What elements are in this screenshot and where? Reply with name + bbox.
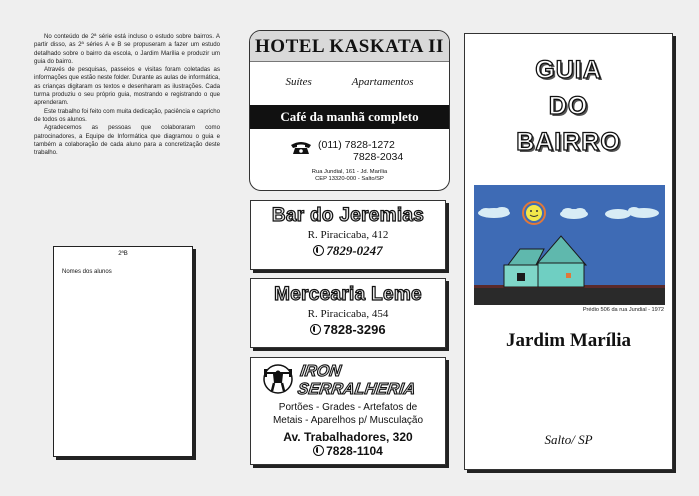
hotel-ad xyxy=(249,30,450,191)
ground xyxy=(474,287,665,305)
hotel-name: HOTEL KASKATA II xyxy=(250,31,449,62)
iron-phone: 7828-1104 xyxy=(326,444,383,458)
hotel-address xyxy=(250,169,449,183)
hotel-room-suites: Suítes xyxy=(285,76,312,88)
guide-cover xyxy=(464,33,673,470)
telephone-icon xyxy=(290,141,312,160)
iron-address: Av. Trabalhadores, 320 xyxy=(283,430,413,444)
intro-paragraph: Através de pesquisas, passeios e visitas foram coletadas as informações que estão neste folder. Durante as aulas de informática, as crianças digitaram os textos e desenharam as ilustrações. Cada turma produziu o seu próprio guia, mostrando e registrando o que aprenderam. xyxy=(34,66,220,107)
mercearia-phone: 7828-3296 xyxy=(323,322,386,337)
cloud-middle xyxy=(560,208,588,219)
iron-logo-row xyxy=(261,363,445,398)
bar-street: R. Piracicaba, 412 xyxy=(307,229,389,241)
weightlifter-icon xyxy=(261,364,295,399)
neighborhood-name: Jardim Marília xyxy=(505,330,632,351)
mercearia-street: R. Piracicaba, 454 xyxy=(307,308,389,320)
bar-phone: 7829-0247 xyxy=(326,243,383,258)
hotel-phone-2: 7828-2034 xyxy=(353,151,404,163)
bar-name: Bar do Jeremias xyxy=(271,205,425,226)
names-label: Nomes dos alunos xyxy=(62,269,112,275)
hotel-phones xyxy=(250,139,449,165)
iron-phone-line xyxy=(251,444,445,459)
city-name: Salto/ SP xyxy=(544,432,593,447)
intro-paragraph: No conteúdo de 2ª série está incluso o estudo sobre bairros. A partir disso, as 2ª séries A e B se propuseram a fazer um estudo detalhado sobre o bairro da escola, o Jardim Marília e produzir um guia do bairro. xyxy=(34,33,220,65)
neighborhood-drawing xyxy=(474,185,665,305)
intro-paragraph: Este trabalho foi feito com muita dedicação, paciência e capricho de todos os alunos. xyxy=(34,107,220,123)
iron-serralheria-ad xyxy=(250,357,446,465)
cover-title-line-2: DO xyxy=(548,92,589,120)
mercearia-ad xyxy=(250,278,446,348)
phone-icon xyxy=(313,445,324,456)
drawing-caption: Prédio 506 da rua Jundial - 1972 xyxy=(582,307,664,313)
iron-name: IRON SERRALHERIA xyxy=(296,363,417,398)
student-names-box xyxy=(53,246,193,457)
iron-services-2: Metais - Aparelhos p/ Musculação xyxy=(272,415,424,426)
hotel-rooms xyxy=(250,76,449,88)
sun xyxy=(523,202,545,224)
intro-text xyxy=(34,33,220,157)
phone-icon xyxy=(310,324,321,335)
cover-title-line-1: GUIA xyxy=(535,56,602,84)
hotel-address-street: Rua Jundial, 161 - Jd. Marília xyxy=(311,169,388,175)
bar-phone-line xyxy=(251,242,445,259)
hotel-address-cep: CEP 13320-000 - Salto/SP xyxy=(315,176,384,182)
bar-ad xyxy=(250,200,446,270)
mercearia-name: Mercearia Leme xyxy=(274,284,422,305)
cover-title-line-3: BAIRRO xyxy=(516,128,621,156)
hotel-room-apartments: Apartamentos xyxy=(351,76,414,88)
hotel-phone-1: (011) 7828-1272 xyxy=(318,139,395,151)
phone-icon xyxy=(313,245,324,256)
class-label: 2ªB xyxy=(118,251,128,257)
cloud-left xyxy=(478,207,510,218)
intro-paragraph: Agradecemos as pessoas que colaboraram como patrocinadores, a Equipe de Informática que diagramou o guia e também a colaboração de cada aluno para a concretização deste trabalho. xyxy=(34,124,220,157)
hotel-breakfast-banner: Café da manhã completo xyxy=(250,105,449,129)
mercearia-phone-line xyxy=(251,321,445,338)
iron-services-1: Portões - Grades - Artefatos de xyxy=(278,402,418,413)
